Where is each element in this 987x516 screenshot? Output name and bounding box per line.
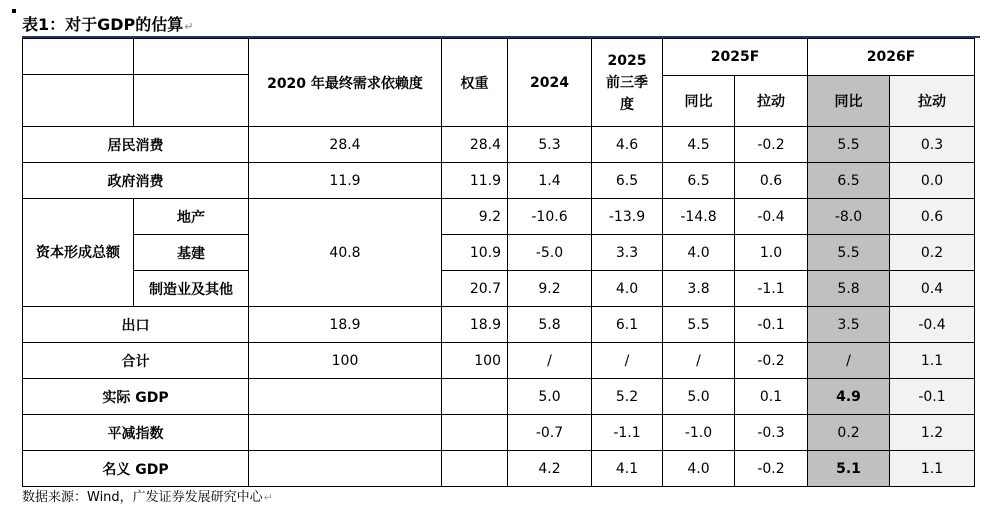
cell-capital-dependence: 40.8 <box>249 199 442 307</box>
header-2024: 2024 <box>508 39 592 127</box>
cell-2026f-yoy: 3.5 <box>808 307 890 343</box>
cell-2025f-yoy: / <box>663 343 735 379</box>
cell-2025f-pull: 1.0 <box>735 235 808 271</box>
cell-2025f-yoy: 3.8 <box>663 271 735 307</box>
table-row <box>23 271 975 307</box>
cell-2025f-yoy: 6.5 <box>663 163 735 199</box>
cell-2026f-pull: -0.4 <box>890 307 975 343</box>
source-note <box>22 486 273 505</box>
cell-2026f-pull: 0.4 <box>890 271 975 307</box>
cell-2026f-yoy: 6.5 <box>808 163 890 199</box>
cell-weight: 9.2 <box>442 199 508 235</box>
cell-2026f-yoy: 5.1 <box>808 451 890 487</box>
cell-dependence: 18.9 <box>249 307 442 343</box>
cell-weight: 100 <box>442 343 508 379</box>
table-row <box>23 127 975 163</box>
table-row <box>23 163 975 199</box>
header-blank-cell <box>134 39 249 75</box>
header-dependence: 2020 年最终需求依赖度 <box>249 39 442 127</box>
header-2025f-pull: 拉动 <box>735 76 808 127</box>
cell-2026f-yoy: 5.5 <box>808 127 890 163</box>
cell-weight: 28.4 <box>442 127 508 163</box>
cell-2025f-yoy: -1.0 <box>663 415 735 451</box>
cell-2024: 5.8 <box>508 307 592 343</box>
row-label: 基建 <box>134 235 249 271</box>
gdp-estimate-table <box>22 38 975 487</box>
cell-2025-q3: 4.6 <box>592 127 663 163</box>
cell-2025f-yoy: -14.8 <box>663 199 735 235</box>
cell-2024: 5.0 <box>508 379 592 415</box>
cell-dependence <box>249 451 442 487</box>
table-row <box>23 235 975 271</box>
cell-2025-q3: / <box>592 343 663 379</box>
cell-2026f-pull: 1.1 <box>890 451 975 487</box>
row-label: 出口 <box>23 307 249 343</box>
paragraph-mark: ↵ <box>184 20 194 33</box>
cell-2026f-pull: 0.6 <box>890 199 975 235</box>
cell-2024: 4.2 <box>508 451 592 487</box>
header-2025f: 2025F <box>663 39 808 76</box>
header-row-1 <box>23 39 975 75</box>
cell-2025-q3: 4.0 <box>592 271 663 307</box>
paragraph-mark: ↵ <box>263 491 273 504</box>
cell-2025f-pull: 0.1 <box>735 379 808 415</box>
cell-2026f-pull: -0.1 <box>890 379 975 415</box>
table-row <box>23 307 975 343</box>
row-label: 名义 GDP <box>23 451 249 487</box>
row-label: 制造业及其他 <box>134 271 249 307</box>
cell-weight: 10.9 <box>442 235 508 271</box>
header-2026f-pull: 拉动 <box>890 76 975 127</box>
cell-2025f-yoy: 4.0 <box>663 235 735 271</box>
cell-2026f-pull: 0.0 <box>890 163 975 199</box>
cell-weight: 18.9 <box>442 307 508 343</box>
cell-2026f-yoy: / <box>808 343 890 379</box>
row-label: 实际 GDP <box>23 379 249 415</box>
cell-weight <box>442 451 508 487</box>
capital-group-label: 资本形成总额 <box>23 199 134 307</box>
cell-2025f-pull: -0.3 <box>735 415 808 451</box>
cell-2024: -10.6 <box>508 199 592 235</box>
cell-dependence: 11.9 <box>249 163 442 199</box>
cell-2024: 1.4 <box>508 163 592 199</box>
cell-2024: 9.2 <box>508 271 592 307</box>
cell-2025-q3: 6.1 <box>592 307 663 343</box>
cell-2025f-pull: -0.2 <box>735 127 808 163</box>
cell-2025f-pull: -0.2 <box>735 451 808 487</box>
cell-2025-q3: -13.9 <box>592 199 663 235</box>
cell-2026f-pull: 1.2 <box>890 415 975 451</box>
cell-2026f-yoy: 5.8 <box>808 271 890 307</box>
header-blank-cell <box>23 75 134 127</box>
cell-2025f-yoy: 4.5 <box>663 127 735 163</box>
header-2025-q3-line1: 2025 <box>607 52 647 69</box>
cell-weight: 11.9 <box>442 163 508 199</box>
cell-2026f-pull: 1.1 <box>890 343 975 379</box>
cell-2025-q3: -1.1 <box>592 415 663 451</box>
table-row <box>23 199 975 235</box>
header-2025-q3-line3: 度 <box>620 96 634 113</box>
cell-2025f-pull: -0.1 <box>735 307 808 343</box>
row-label: 合计 <box>23 343 249 379</box>
row-label: 居民消费 <box>23 127 249 163</box>
cell-2025-q3: 4.1 <box>592 451 663 487</box>
cell-2024: 5.3 <box>508 127 592 163</box>
header-2026f-yoy: 同比 <box>808 76 890 127</box>
cell-2025f-yoy: 5.0 <box>663 379 735 415</box>
header-blank-cell <box>134 75 249 127</box>
header-weight: 权重 <box>442 39 508 127</box>
table-row <box>23 451 975 487</box>
cell-2026f-pull: 0.3 <box>890 127 975 163</box>
cell-2026f-pull: 0.2 <box>890 235 975 271</box>
table-title <box>22 12 194 35</box>
table-title-text: 表1：对于GDP的估算 <box>22 15 184 34</box>
cell-2025f-pull: -0.2 <box>735 343 808 379</box>
header-2026f: 2026F <box>808 39 975 76</box>
cell-2025f-pull: -1.1 <box>735 271 808 307</box>
cell-weight <box>442 379 508 415</box>
table-row <box>23 343 975 379</box>
cell-dependence: 100 <box>249 343 442 379</box>
cell-2025-q3: 3.3 <box>592 235 663 271</box>
row-label: 平减指数 <box>23 415 249 451</box>
header-2025f-yoy: 同比 <box>663 76 735 127</box>
cell-2025-q3: 6.5 <box>592 163 663 199</box>
header-blank-cell <box>23 39 134 75</box>
cell-weight: 20.7 <box>442 271 508 307</box>
row-label: 政府消费 <box>23 163 249 199</box>
cell-2026f-yoy: 5.5 <box>808 235 890 271</box>
cell-2025f-pull: -0.4 <box>735 199 808 235</box>
cell-2025f-yoy: 4.0 <box>663 451 735 487</box>
table-row <box>23 379 975 415</box>
row-label: 地产 <box>134 199 249 235</box>
cell-2025f-yoy: 5.5 <box>663 307 735 343</box>
cell-2026f-yoy: -8.0 <box>808 199 890 235</box>
cell-2024: / <box>508 343 592 379</box>
cell-2025-q3: 5.2 <box>592 379 663 415</box>
cell-dependence <box>249 415 442 451</box>
cell-dependence: 28.4 <box>249 127 442 163</box>
cell-2024: -5.0 <box>508 235 592 271</box>
title-bullet <box>12 9 16 13</box>
cell-weight <box>442 415 508 451</box>
header-2025-q3-line2: 前三季 <box>606 74 648 91</box>
header-2025-q3 <box>592 39 663 127</box>
cell-2026f-yoy: 0.2 <box>808 415 890 451</box>
cell-dependence <box>249 379 442 415</box>
cell-2026f-yoy: 4.9 <box>808 379 890 415</box>
cell-2025f-pull: 0.6 <box>735 163 808 199</box>
cell-2024: -0.7 <box>508 415 592 451</box>
table-row <box>23 415 975 451</box>
source-note-text: 数据来源：Wind，广发证券发展研究中心 <box>22 490 263 505</box>
